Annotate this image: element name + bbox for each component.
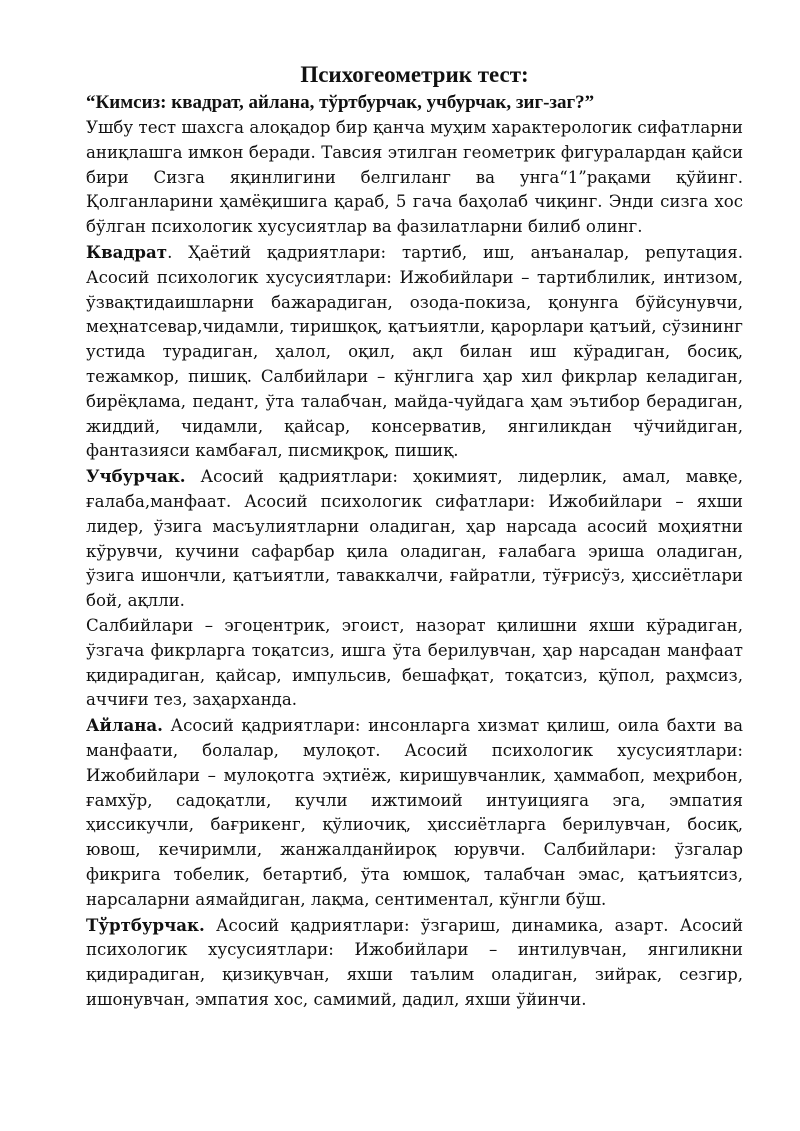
document-page [86, 60, 743, 1013]
intro-paragraph: Ушбу тест шахсга алоқадор бир қанча муҳим характерологик сифатларни аниқлашга имкон беради. Тавсия этилган геометрик фигуралардан қайси бири Сизга яқинлигини белгиланг ва унга“1”рақами қўйинг. Қолганларини ҳамёқишига қараб, 5 гача баҳолаб чиқинг. Энди сизга хос бўлган психологик хусусиятлар ва фазилатларни билиб олинг. [86, 118, 743, 237]
section-rectangle [86, 913, 743, 1013]
section-circle [86, 713, 743, 912]
section-heading-circle: Айлана. [86, 715, 163, 736]
section-text-square: . Ҳаётий қадриятлари: тартиб, иш, анъаналар, репутация. Асосий психологик хусусиятлари: Ижобийлари – тартиблилик, интизом, ўзвақтидаишларни бажарадиган, озода-покиза, қонунга бўйсунувчи, меҳнатсевар,чидамли, тиришқоқ, қатъиятли, қарорлари қатъий, сўзининг устида турадиган, ҳалол, оқил, ақл билан иш кўрадиган, босиқ, тежамкор, пишиқ. Салбийлари – кўнглига ҳар хил фикрлар келадиган, бирёқлама, педант, ўта талабчан, майда-чуйдага ҳам эътибор берадиган, жиддий, чидамли, қайсар, консерватив, янгиликдан чўчийдиган, фантазияси камбағал, писмиқроқ, пишиқ. [86, 242, 743, 461]
section-text-rectangle: Асосий қадриятлари: ўзгариш, динамика, азарт. Асосий психологик хусусиятлари: Ижобийлари – интилувчан, янгиликни қидирадиган, қизиқувчан, яхши таълим оладиган, зийрак, сезгир, ишонувчан, эмпатия хос, самимий, дадил, яхши ўйинчи. [86, 915, 743, 1009]
document-subtitle: “Кимсиз: квадрат, айлана, тўртбурчак, учбурчак, зиг-заг?” [86, 92, 595, 113]
section-triangle [86, 464, 743, 614]
section-triangle-negatives: Салбийлари – эгоцентрик, эгоист, назорат қилишни яхши кўрадиган, ўзгача фикрларга тоқатсиз, ишга ўта берилувчан, ҳар нарсадан манфаат қидирадиган, қайсар, импульсив, бешафқат, тоқатсиз, қўпол, раҳмсиз, аччиғи тез, заҳарханда. [86, 615, 743, 710]
section-heading-square: Квадрат [86, 241, 168, 262]
section-text-triangle: Асосий қадриятлари: ҳокимият, лидерлик, амал, мавқе, ғалаба,манфаат. Асосий психологик сифатлари: Ижобийлари – яхши лидер, ўзига масъулиятларни оладиган, ҳар нарсада асосий моҳиятни кўрувчи, кучини сафарбар қила оладиган, ғалабага эриша оладиган, ўзига ишончли, қатъиятли, таваккалчи, ғайратли, тўғрисўз, ҳиссиётлари бой, ақлли. [86, 467, 743, 611]
document-title: Психогеометрик тест: [300, 62, 529, 87]
section-text-circle: Асосий қадриятлари: инсонларга хизмат қилиш, оила бахти ва манфаати, болалар, мулоқот. Асосий психологик хусусиятлари: Ижобийлари – мулоқотга эҳтиёж, киришувчанлик, ҳаммабоп, меҳрибон, ғамхўр, садоқатли, кучли ижтимоий интуицияга эга, эмпатия ҳиссикучли, бағрикенг, қўлиочиқ, ҳиссиётларга берилувчан, босиқ, ювош, кечиримли, жанжалданйироқ юрувчи. Салбийлари: ўзгалар фикрига тобелик, бетартиб, ўта юмшоқ, талабчан эмас, қатъиятсиз, нарсаларни аямайдиган, лақма, сентиментал, кўнгли бўш. [86, 716, 743, 909]
section-square [86, 240, 743, 464]
section-heading-rectangle: Тўртбурчак. [86, 914, 205, 935]
section-heading-triangle: Учбурчак. [86, 466, 186, 487]
